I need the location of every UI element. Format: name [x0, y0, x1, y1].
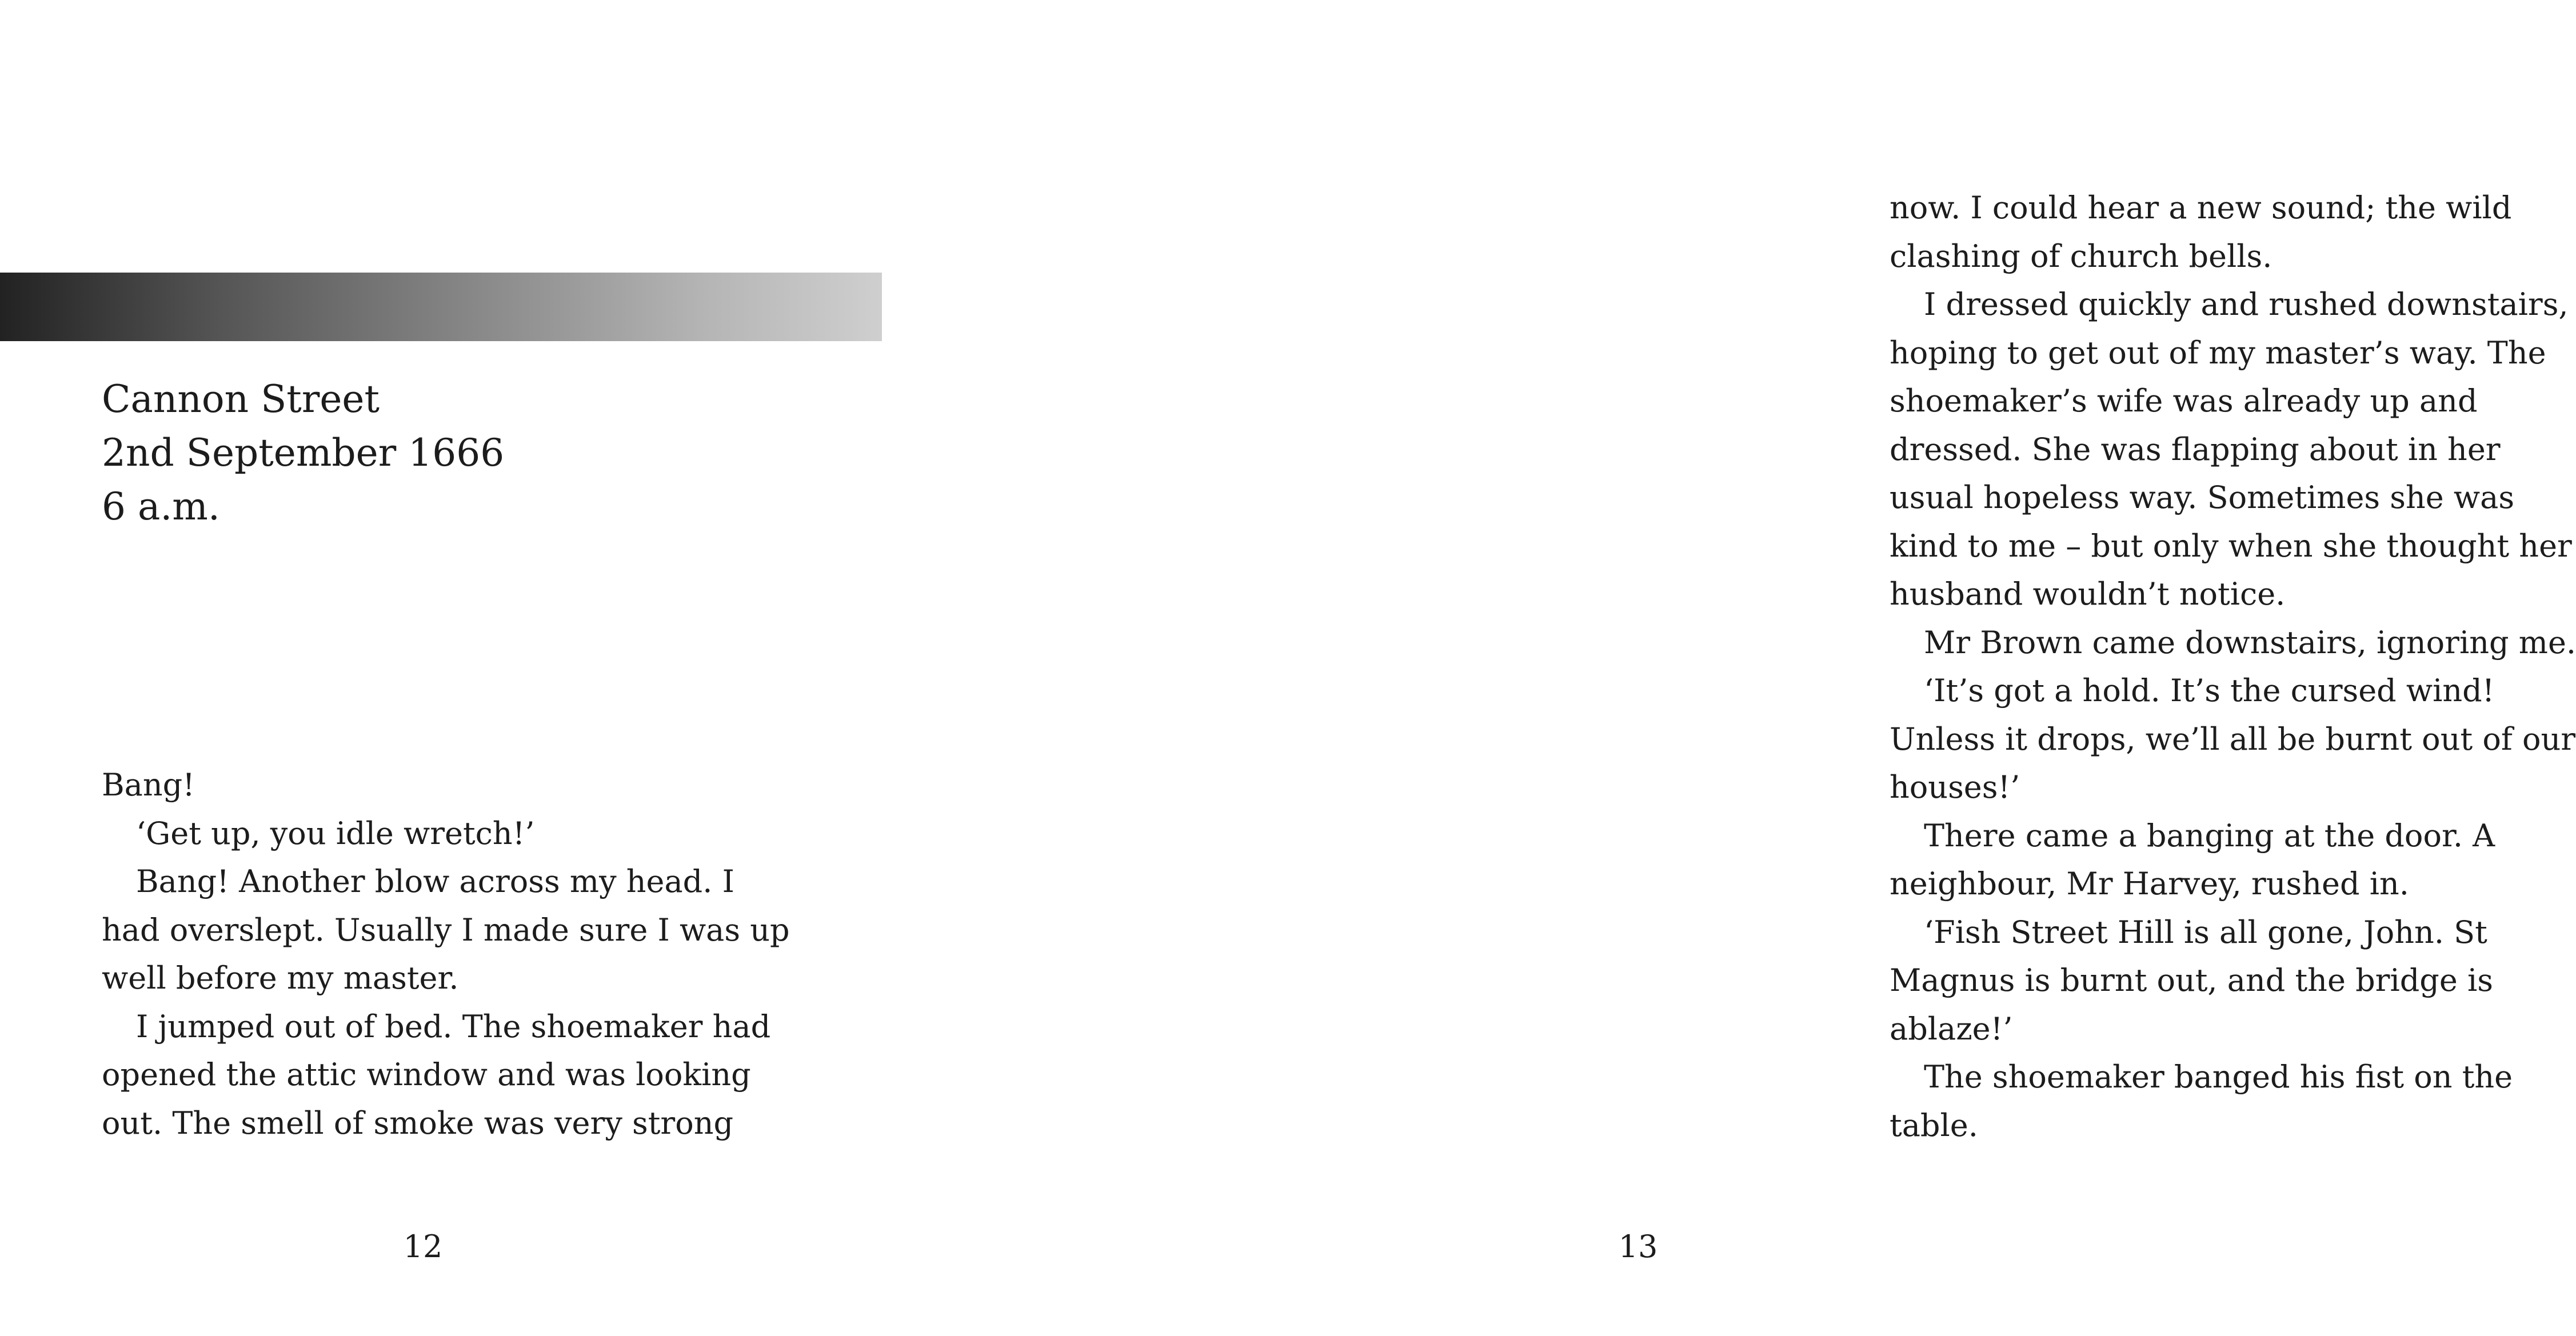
right-body-text — [1890, 184, 2576, 1150]
heading-date: 2nd September 1666 — [102, 431, 505, 475]
text-line: opened the attic window and was looking — [102, 1057, 751, 1093]
text-line: ablaze!’ — [1890, 1010, 2013, 1047]
text-line: dressed. She was flapping about in her — [1890, 431, 2501, 467]
heading-time: 6 a.m. — [102, 485, 220, 529]
text-line: clashing of church bells. — [1890, 238, 2273, 274]
text-line: kind to me – but only when she thought her — [1890, 527, 2572, 564]
text-line: Bang! Another blow across my head. I — [136, 863, 734, 899]
chapter-gradient-bar — [0, 273, 882, 341]
left-page — [0, 0, 871, 1336]
text-line: now. I could hear a new sound; the wild — [1890, 190, 2512, 226]
text-line: had overslept. Usually I made sure I was up — [102, 911, 790, 948]
text-line: Unless it drops, we’ll all be burnt out of our — [1890, 721, 2576, 757]
text-line: Mr Brown came downstairs, ignoring me. — [1924, 624, 2576, 661]
text-line: well before my master. — [102, 960, 459, 996]
text-line: ‘Fish Street Hill is all gone, John. St — [1924, 914, 2487, 950]
text-line: There came a banging at the door. A — [1924, 817, 2495, 854]
heading-place: Cannon Street — [102, 377, 380, 421]
text-line: out. The smell of smoke was very strong — [102, 1105, 734, 1141]
text-line: hoping to get out of my master’s way. The — [1890, 334, 2546, 371]
text-line: houses!’ — [1890, 769, 2020, 805]
page-number-right: 13 — [1618, 1229, 1658, 1265]
text-line: ‘Get up, you idle wretch!’ — [136, 815, 535, 851]
text-line: husband wouldn’t notice. — [1890, 576, 2286, 612]
text-line: table. — [1890, 1107, 1978, 1143]
chapter-heading — [102, 373, 504, 534]
page-number-left: 12 — [403, 1229, 443, 1265]
text-line: I dressed quickly and rushed downstairs, — [1924, 286, 2569, 322]
left-body-text — [102, 761, 790, 1147]
right-page — [871, 0, 2576, 1336]
text-line: I jumped out of bed. The shoemaker had — [136, 1008, 771, 1045]
text-line: The shoemaker banged his fist on the — [1924, 1059, 2513, 1095]
text-line: neighbour, Mr Harvey, rushed in. — [1890, 866, 2409, 902]
text-line: usual hopeless way. Sometimes she was — [1890, 479, 2515, 515]
text-line: shoemaker’s wife was already up and — [1890, 383, 2478, 419]
text-line: ‘It’s got a hold. It’s the cursed wind! — [1924, 673, 2495, 709]
text-line: Magnus is burnt out, and the bridge is — [1890, 962, 2493, 998]
text-line: Bang! — [102, 767, 195, 803]
